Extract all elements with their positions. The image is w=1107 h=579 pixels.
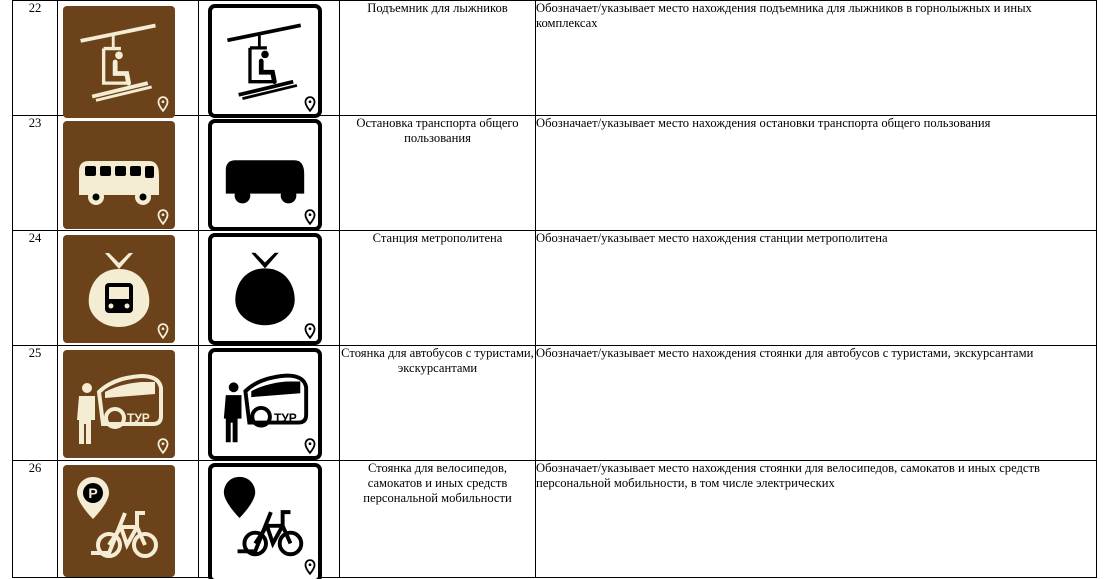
bus-brown-sign-icon (63, 121, 175, 229)
parking-label: P (234, 485, 244, 501)
icon-cell (58, 116, 199, 231)
metro-black-sign-icon (208, 233, 322, 345)
tour-bus-black-sign-icon (208, 348, 322, 460)
table-row (13, 231, 1097, 346)
row-number: 22 (13, 1, 58, 116)
sign-name: Станция метрополитена (340, 231, 536, 346)
bus-black-sign-icon (208, 119, 322, 231)
tour-bus-label: ТУР (274, 411, 297, 425)
table-row (13, 1, 1097, 116)
row-number: 26 (13, 461, 58, 578)
sign-description: Обозначает/указывает место нахождения подъемника для лыжников в горнолыжных и иных комплексах (536, 1, 1097, 116)
sign-name: Остановка транспорта общего пользования (340, 116, 536, 231)
metro-brown-sign-icon (63, 235, 175, 343)
bike-parking-brown-sign-icon (63, 465, 175, 577)
sign-description: Обозначает/указывает место нахождения стоянки для автобусов с туристами, экскурсантами (536, 346, 1097, 461)
parking-label: P (88, 485, 98, 501)
tour-bus-brown-sign-icon (63, 350, 175, 458)
table-row (13, 461, 1097, 578)
signs-table (12, 0, 1097, 578)
icon-cell (58, 231, 199, 346)
sign-name: Стоянка для автобусов с туристами, экскурсантами (340, 346, 536, 461)
icon-cell (199, 1, 340, 116)
icon-cell (58, 1, 199, 116)
sign-description: Обозначает/указывает место нахождения остановки транспорта общего пользования (536, 116, 1097, 231)
ski-lift-black-sign-icon (208, 4, 322, 118)
table-row (13, 346, 1097, 461)
sign-name: Стоянка для велосипедов, самокатов и иных средств персональной мобильности (340, 461, 536, 578)
icon-cell (199, 346, 340, 461)
sign-description: Обозначает/указывает место нахождения стоянки для велосипедов, самокатов и иных средств персональной мобильности, в том числе электрических (536, 461, 1097, 578)
icon-cell (199, 116, 340, 231)
icon-cell (58, 461, 199, 578)
bike-parking-black-sign-icon (208, 463, 322, 579)
row-number: 24 (13, 231, 58, 346)
icon-cell (199, 231, 340, 346)
ski-lift-brown-sign-icon (63, 6, 175, 118)
icon-cell (58, 346, 199, 461)
table-row (13, 116, 1097, 231)
icon-cell (199, 461, 340, 578)
sign-description: Обозначает/указывает место нахождения станции метрополитена (536, 231, 1097, 346)
row-number: 23 (13, 116, 58, 231)
row-number: 25 (13, 346, 58, 461)
sign-name: Подъемник для лыжников (340, 1, 536, 116)
tour-bus-label: ТУР (127, 411, 150, 425)
